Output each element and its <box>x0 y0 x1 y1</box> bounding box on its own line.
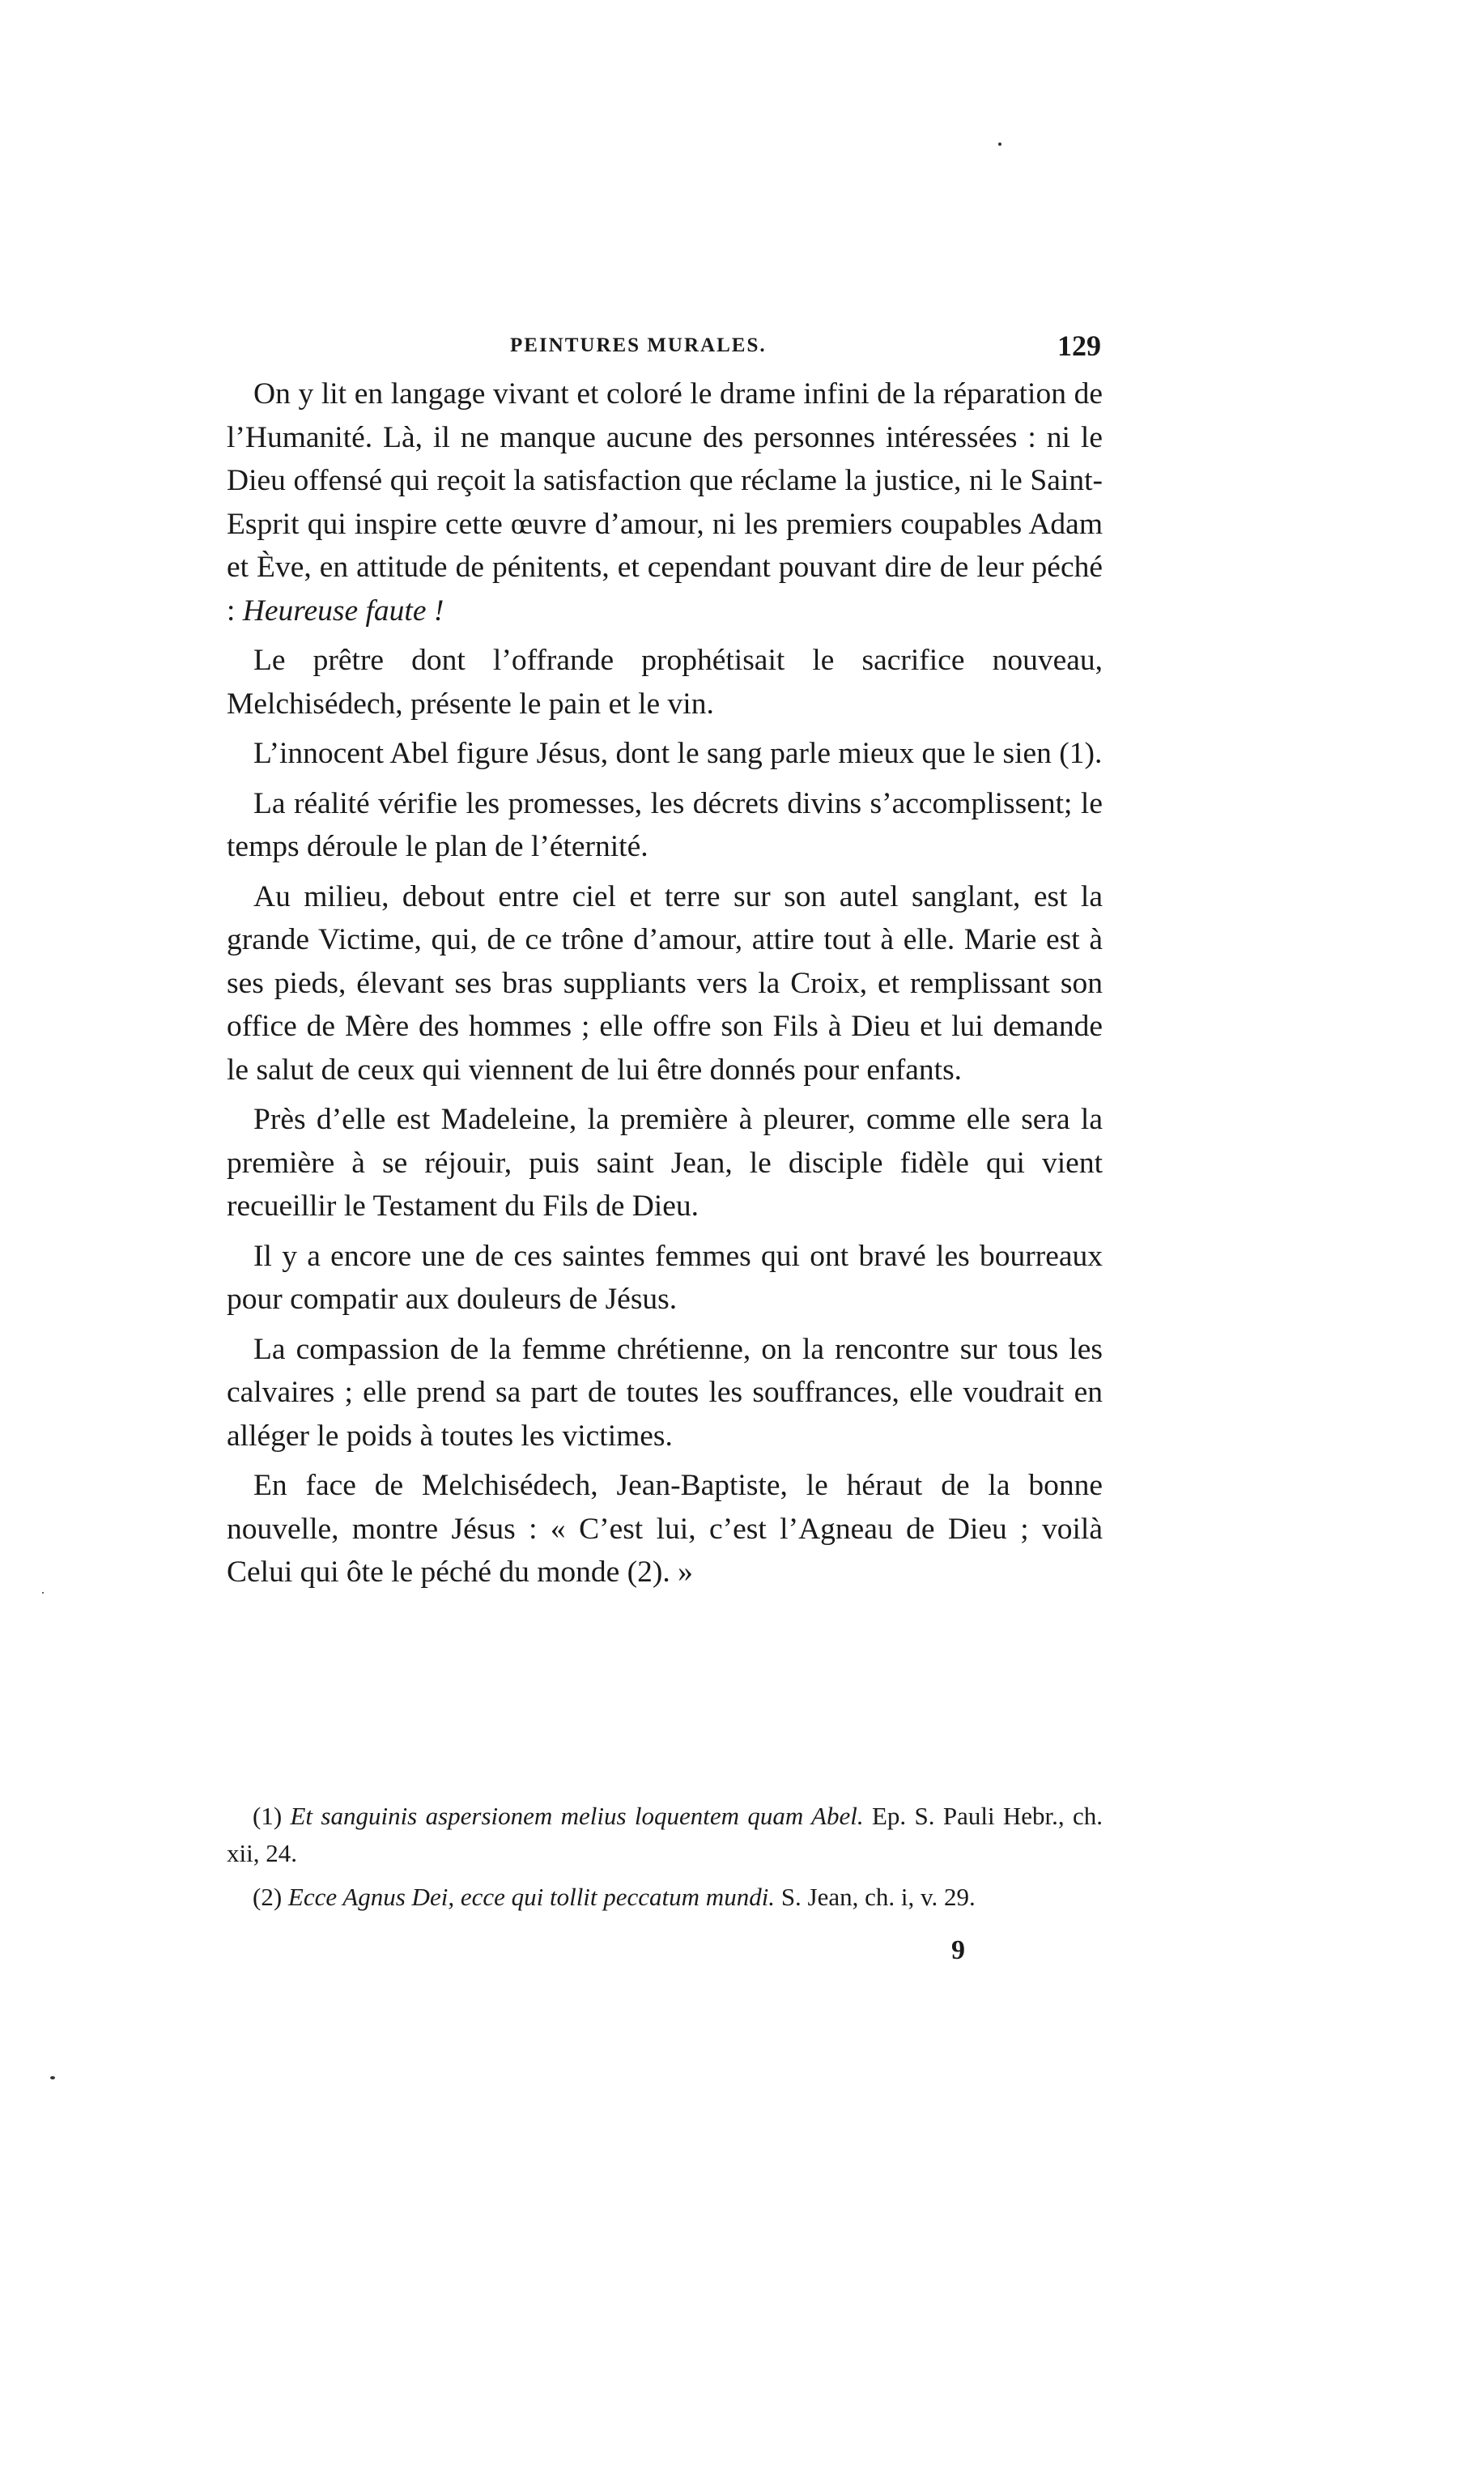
print-speck <box>42 1592 44 1594</box>
paragraph: On y lit en langage vivant et coloré le drame infini de la réparation de l’Humanité. Là, il ne manque aucune des personnes intéressées : ni le Dieu offensé qui reçoit la satisfaction que réclame la justice, ni le Saint-Esprit qui inspire cette œuvre d’amour, ni les premiers coupables Adam et Ève, en attitude de pénitents, et cependant pouvant dire de leur péché : Heureuse faute ! <box>227 377 1103 628</box>
page-number: 129 <box>1057 330 1101 362</box>
paragraph: La compassion de la femme chrétienne, on la rencontre sur tous les calvaires ; elle prend sa part de toutes les souffrances, elle voudrait en alléger le poids à toutes les victimes. <box>227 1332 1103 1453</box>
footnotes <box>227 1798 1103 1922</box>
paragraph: Au milieu, debout entre ciel et terre sur son autel sanglant, est la grande Victime, qui, de ce trône d’amour, attire tout à elle. Marie est à ses pieds, élevant ses bras suppliants vers la Croix, et remplissant son office de Mère des hommes ; elle offre son Fils à Dieu et lui demande le salut de ceux qui viennent de lui être donnés pour enfants. <box>227 879 1103 1087</box>
paragraph: Près d’elle est Madeleine, la première à pleurer, comme elle sera la première à se réjouir, puis saint Jean, le disciple fidèle qui vient recueillir le Testament du Fils de Dieu. <box>227 1103 1103 1223</box>
signature-mark: 9 <box>951 1935 965 1965</box>
footnote: (1) Et sanguinis aspersionem melius loquentem quam Abel. Ep. S. Pauli Hebr., ch. xii, 24. <box>227 1802 1103 1867</box>
paragraph: En face de Melchisédech, Jean-Baptiste, le héraut de la bonne nouvelle, montre Jésus : « C’est lui, c’est l’Agneau de Dieu ; voilà Celui qui ôte le péché du monde (2). » <box>227 1469 1103 1589</box>
paragraph: Le prêtre dont l’offrande prophétisait le sacrifice nouveau, Melchisédech, présente le pain et le vin. <box>227 644 1103 721</box>
paragraph: La réalité vérifie les promesses, les décrets divins s’accomplissent; le temps déroule le plan de l’éternité. <box>227 786 1103 863</box>
paragraph: L’innocent Abel figure Jésus, dont le sang parle mieux que le sien (1). <box>253 737 1103 770</box>
footnote: (2) Ecce Agnus Dei, ecce qui tollit peccatum mundi. S. Jean, ch. i, v. 29. <box>253 1883 976 1911</box>
page-header <box>231 326 1101 366</box>
print-speck <box>50 2076 55 2079</box>
running-title: PEINTURES MURALES. <box>510 334 767 356</box>
paragraph: Il y a encore une de ces saintes femmes qui ont bravé les bourreaux pour compatir aux douleurs de Jésus. <box>227 1239 1103 1316</box>
body-text <box>227 372 1103 1601</box>
print-speck <box>998 143 1001 146</box>
